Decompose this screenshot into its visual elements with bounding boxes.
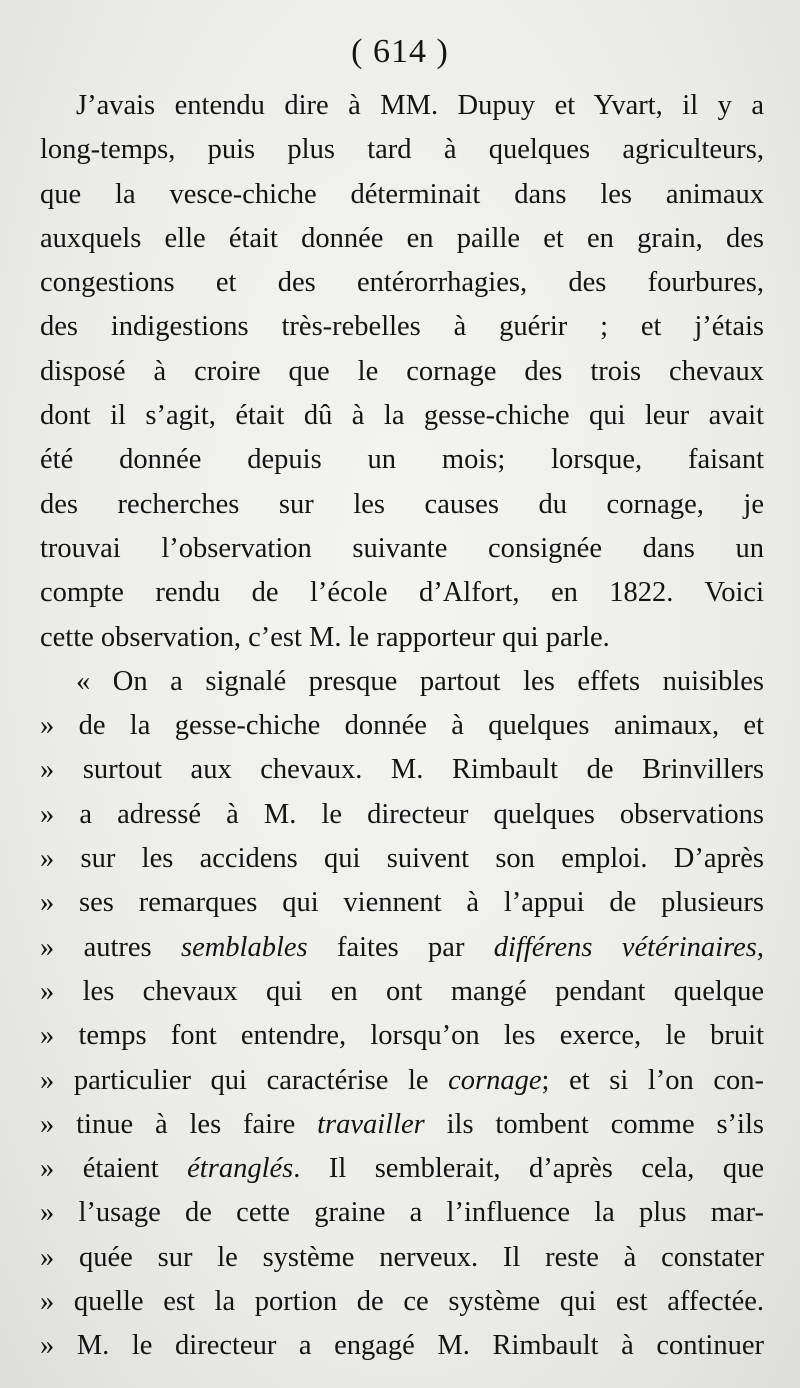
italic-text: travailler	[317, 1108, 425, 1140]
text-segment: J’avais entendu dire à MM. Dupuy et Yvart, il y a	[76, 90, 764, 121]
text-segment: ils tombent comme s’ils	[424, 1108, 764, 1140]
text-segment: des recherches sur les causes du cornage, je	[40, 488, 764, 520]
text-segment: congestions et des entérorrhagies, des fourbures,	[40, 267, 764, 299]
text-line	[40, 261, 764, 305]
text-line	[40, 660, 764, 704]
text-line	[40, 173, 764, 217]
text-line	[40, 571, 764, 615]
italic-text: étranglés	[187, 1153, 294, 1185]
text-segment: auxquels elle était donnée en paille et en grain, des	[40, 222, 764, 254]
text-line	[40, 1103, 764, 1147]
body-text	[40, 84, 764, 1369]
page-number: ( 614 )	[351, 33, 449, 70]
text-line	[40, 305, 764, 349]
text-segment: » sur les accidens qui suivent son emploi. D’après	[40, 843, 764, 875]
text-segment: » quelle est la portion de ce système qui est affectée.	[40, 1286, 764, 1318]
text-segment: ,	[756, 931, 764, 963]
text-line	[40, 483, 764, 527]
text-line	[40, 1236, 764, 1280]
text-segment: » de la gesse-chiche donnée à quelques animaux, et	[40, 710, 764, 742]
text-segment: cette observation, c’est M. le rapporteur qui parle.	[40, 621, 610, 653]
text-line	[40, 1324, 764, 1368]
italic-text: différens vétérinaires	[493, 931, 757, 963]
text-segment: . Il semblerait, d’après cela, que	[293, 1153, 764, 1185]
text-segment: faites par	[307, 931, 494, 963]
text-line	[40, 837, 764, 881]
text-line	[40, 793, 764, 837]
text-line	[40, 527, 764, 571]
text-segment: » ses remarques qui viennent à l’appui de plusieurs	[40, 887, 764, 919]
text-segment: ; et si l’on con-	[541, 1064, 764, 1096]
text-segment: compte rendu de l’école d’Alfort, en 1822. Voici	[40, 577, 764, 609]
text-segment: » les chevaux qui en ont mangé pendant quelque	[40, 975, 764, 1007]
text-segment: trouvai l’observation suivante consignée dans un	[40, 532, 764, 564]
text-segment: » surtout aux chevaux. M. Rimbault de Brinvillers	[40, 754, 764, 786]
text-line	[40, 1191, 764, 1235]
text-line	[40, 616, 764, 660]
text-segment: » a adressé à M. le directeur quelques observations	[40, 798, 764, 830]
text-segment: » étaient	[40, 1153, 188, 1185]
text-segment: des indigestions très-rebelles à guérir ; et j’étais	[40, 311, 764, 343]
text-segment: long-temps, puis plus tard à quelques agriculteurs,	[40, 134, 764, 166]
italic-text: semblables	[180, 931, 308, 963]
text-segment: » autres	[40, 931, 181, 963]
text-line	[40, 1147, 764, 1191]
text-segment: » M. le directeur a engagé M. Rimbault à continuer	[40, 1330, 764, 1362]
text-line	[40, 438, 764, 482]
text-line	[40, 704, 764, 748]
text-line	[40, 970, 764, 1014]
text-segment: » tinue à les faire	[40, 1108, 318, 1140]
text-line	[40, 217, 764, 261]
text-line	[40, 926, 764, 970]
text-line	[40, 748, 764, 792]
text-line	[40, 84, 764, 128]
text-line	[40, 1280, 764, 1324]
text-line	[40, 394, 764, 438]
text-segment: » l’usage de cette graine a l’influence la plus mar-	[40, 1197, 764, 1229]
text-line	[40, 128, 764, 172]
text-segment: » quée sur le système nerveux. Il reste à constater	[40, 1241, 764, 1273]
text-segment: dont il s’agit, était dû à la gesse-chiche qui leur avait	[40, 400, 764, 432]
text-line	[40, 1059, 764, 1103]
text-segment: que la vesce-chiche déterminait dans les animaux	[40, 178, 764, 210]
text-segment: « On a signalé presque partout les effets nuisibles	[76, 665, 764, 697]
italic-text: cornage	[448, 1064, 542, 1096]
text-segment: disposé à croire que le cornage des trois chevaux	[40, 355, 764, 387]
text-segment: été donnée depuis un mois; lorsque, faisant	[40, 444, 764, 476]
text-segment: » particulier qui caractérise le	[40, 1064, 449, 1096]
text-line	[40, 881, 764, 925]
text-line	[40, 350, 764, 394]
text-segment: » temps font entendre, lorsqu’on les exerce, le bruit	[40, 1020, 764, 1052]
text-line	[40, 1014, 764, 1058]
